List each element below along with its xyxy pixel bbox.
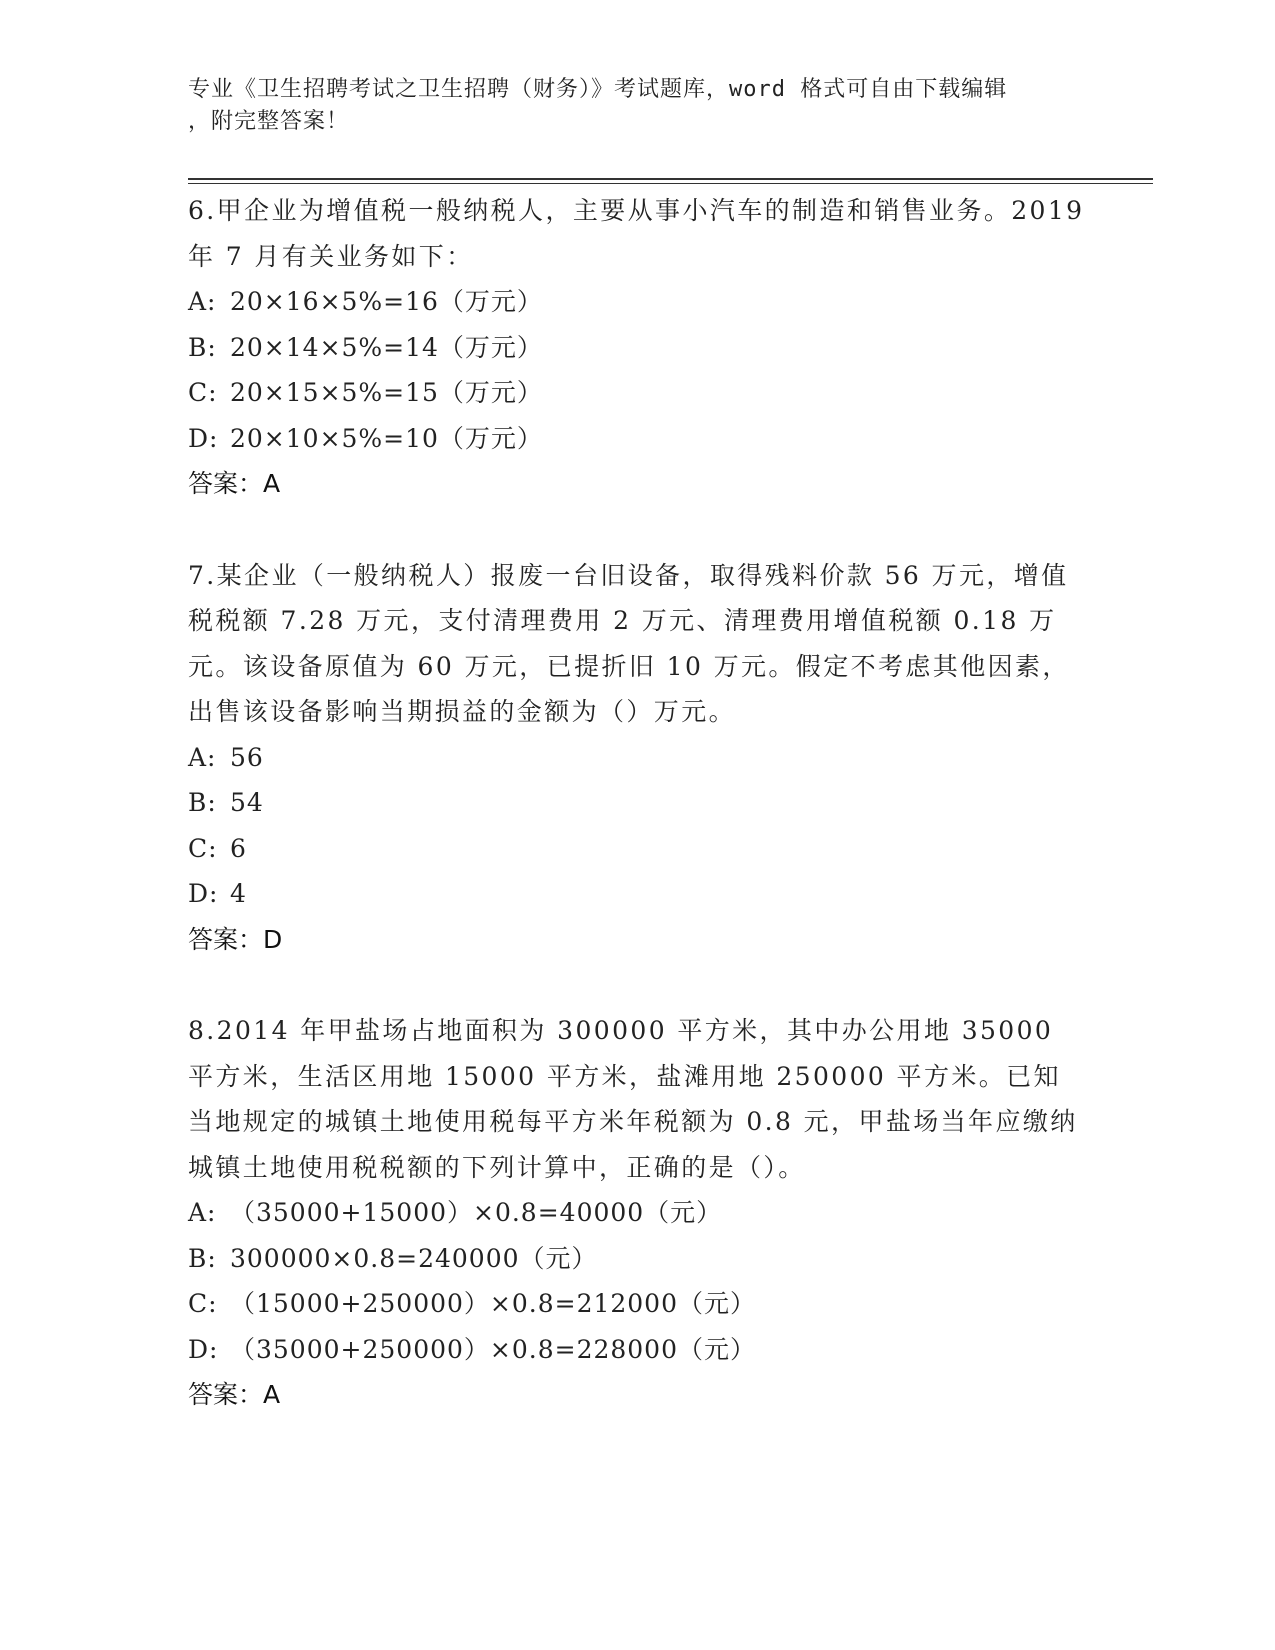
option-text: 56 <box>230 742 264 772</box>
option-text: （35000+15000）×0.8=40000（元） <box>230 1198 723 1227</box>
option-text: 6 <box>230 833 247 863</box>
option-a <box>188 1190 1088 1236</box>
option-c <box>188 370 1088 416</box>
option-d <box>188 416 1088 462</box>
question-text: 8.2014 年甲盐场占地面积为 300000 平方米，其中办公用地 35000 平方米，生活区用地 15000 平方米，盐滩用地 250000 平方米。已知当地规定的城镇土地使用税每平方米年税额为 0.8 元，甲盐场当年应缴纳城镇土地使用税税额的下列计算中，正确的是（）。 <box>188 1016 1078 1182</box>
answer-line: 答案：A <box>188 469 281 498</box>
option-text: 54 <box>230 788 264 817</box>
option-a <box>188 279 1088 325</box>
option-letter: C: <box>188 1289 218 1318</box>
question-text: 7.某企业（一般纳税人）报废一台旧设备，取得残料价款 56 万元，增值税税额 7.28 万元，支付清理费用 2 万元、清理费用增值税额 0.18 万元。该设备原值为 60 万元，已提折旧 10 万元。假定不考虑其他因素，出售该设备影响当期损益的金额为（）万元。 <box>188 560 1070 726</box>
header-divider-thick <box>188 178 1153 180</box>
option-letter: C: <box>188 378 218 407</box>
document-header <box>188 74 1068 138</box>
option-letter: A: <box>188 1198 217 1227</box>
option-text: 20×14×5%=14（万元） <box>230 332 543 362</box>
option-text: 20×10×5%=10（万元） <box>230 423 543 453</box>
question-8 <box>188 1008 1088 1418</box>
header-divider-thin <box>188 183 1153 184</box>
option-text: 4 <box>230 879 247 908</box>
option-letter: B: <box>188 1243 217 1273</box>
option-letter: C: <box>188 833 218 863</box>
option-letter: A: <box>188 742 217 772</box>
option-letter: B: <box>188 788 217 817</box>
option-d <box>188 871 1088 917</box>
option-c <box>188 1281 1088 1327</box>
answer-line: 答案：A <box>188 1380 281 1409</box>
option-text: （15000+250000）×0.8=212000（元） <box>230 1289 756 1318</box>
option-text: （35000+250000）×0.8=228000（元） <box>230 1334 756 1364</box>
header-line-1: 专业《卫生招聘考试之卫生招聘（财务）》考试题库，word 格式可自由下载编辑 <box>188 77 1008 102</box>
option-letter: D: <box>188 423 219 453</box>
option-b <box>188 1236 1088 1282</box>
option-letter: D: <box>188 1334 219 1364</box>
question-7 <box>188 553 1088 963</box>
option-c <box>188 826 1088 872</box>
question-list <box>188 188 1088 1464</box>
header-line-2: ，附完整答案！ <box>188 109 350 134</box>
option-b <box>188 780 1088 826</box>
option-b <box>188 325 1088 371</box>
question-text: 6.甲企业为增值税一般纳税人，主要从事小汽车的制造和销售业务。2019 年 7 月有关业务如下： <box>188 196 1085 271</box>
option-letter: A: <box>188 287 217 316</box>
answer-line: 答案：D <box>188 924 283 954</box>
option-d <box>188 1327 1088 1373</box>
option-a <box>188 735 1088 781</box>
option-letter: B: <box>188 332 217 362</box>
option-letter: D: <box>188 879 219 908</box>
option-text: 20×16×5%=16（万元） <box>230 287 543 316</box>
question-6 <box>188 188 1088 507</box>
option-text: 300000×0.8=240000（元） <box>230 1243 598 1273</box>
option-text: 20×15×5%=15（万元） <box>230 378 543 407</box>
